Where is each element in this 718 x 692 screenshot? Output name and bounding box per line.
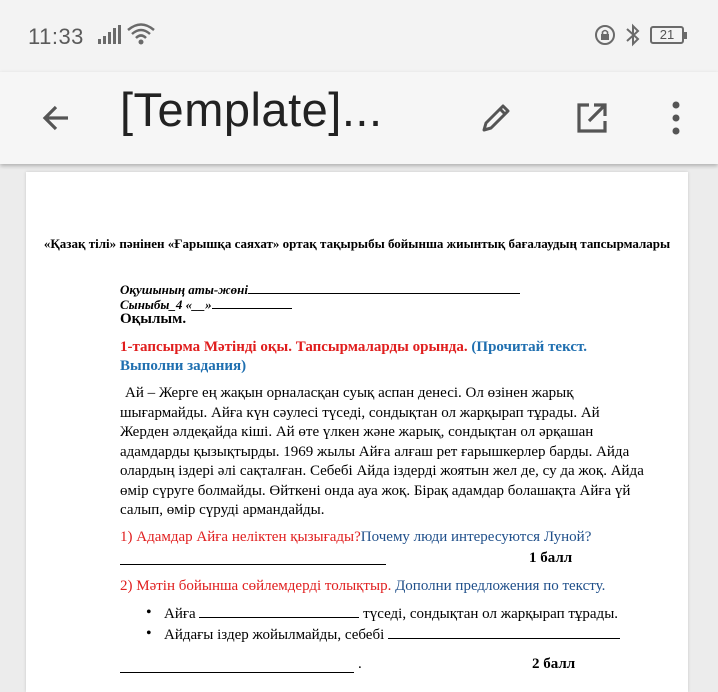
completion-list bbox=[146, 605, 620, 647]
student-name-label: Оқушының аты-жөні bbox=[120, 282, 248, 297]
class-label: Сыныбы_4 «__» bbox=[120, 297, 212, 312]
battery-icon: 21 bbox=[650, 26, 684, 44]
blank-line bbox=[199, 605, 359, 618]
list-item bbox=[146, 605, 620, 626]
status-bar bbox=[0, 0, 718, 72]
question-1-kz: 1) Адамдар Айға неліктен қызығады? bbox=[120, 529, 361, 545]
bluetooth-icon bbox=[624, 23, 642, 52]
answer-line-2 bbox=[120, 672, 354, 673]
list-item bbox=[146, 626, 620, 647]
document-heading: «Қазақ тілі» пәнінен «Ғарышқа саяхат» ортақ тақырыбы бойынша жиынтық бағалаудың тапсырмалары bbox=[43, 236, 671, 251]
task1-title bbox=[120, 338, 640, 376]
task1-title-ru: (Прочитай текст. Выполни задания) bbox=[120, 339, 588, 374]
section-title: Оқылым. bbox=[120, 311, 187, 327]
student-name-field bbox=[120, 282, 520, 298]
reading-text: Ай – Жерге ең жақын орналасқан суық аспан денесі. Ол өзінен жарық шығармайды. Айға күн сәулесі түседі, сондықтан ол жарқырап тұрады. Ай Жерден әлдеқайда кіші. Ай өте үлкен және жарық, сондықтан ол әрқашан адамдарды қызықтырды. 1969 жылы Айға алғаш рет ғарышкерлер барды. Айда олардың іздері әлі сақталған. Себебі Айда іздерді жоятын жел де, су да жоқ. Айда өмір сүруге болмайды. Өйткені онда ауа жоқ. Бірақ адамдар болашақта Айға үй салып, өмір сүруді армандайды. bbox=[120, 385, 644, 518]
open-external-button[interactable] bbox=[562, 88, 622, 148]
back-button[interactable] bbox=[26, 88, 86, 148]
question-2 bbox=[120, 578, 605, 595]
score-2: 2 балл bbox=[532, 656, 576, 672]
document-title: [Template]... bbox=[120, 83, 383, 136]
question-1 bbox=[120, 529, 591, 546]
class-line bbox=[212, 297, 292, 309]
bullet-2-start: Айдағы іздер жойылмайды, себебі bbox=[164, 627, 385, 643]
document-page bbox=[26, 172, 688, 692]
open-in-new-icon bbox=[572, 98, 612, 138]
rotation-lock-icon bbox=[594, 24, 616, 51]
answer-dot: . bbox=[358, 656, 362, 672]
status-time: 11:33 bbox=[28, 24, 84, 49]
student-name-line bbox=[248, 282, 520, 294]
app-toolbar bbox=[0, 72, 718, 164]
arrow-back-icon bbox=[38, 100, 74, 136]
bullet-1-start: Айға bbox=[164, 606, 196, 622]
blank-line bbox=[388, 626, 620, 639]
bullet-1-end: түседі, сондықтан ол жарқырап тұрады. bbox=[363, 606, 619, 622]
answer-line-1 bbox=[120, 564, 386, 565]
question-2-kz: 2) Мәтін бойынша сөйлемдерді толықтыр. bbox=[120, 578, 392, 594]
question-2-ru: Дополни предложения по тексту. bbox=[395, 578, 606, 594]
task1-title-kz: 1-тапсырма Мәтінді оқы. Тапсырмаларды орында. bbox=[120, 339, 468, 355]
more-options-button[interactable] bbox=[646, 88, 706, 148]
more-vert-icon bbox=[670, 100, 682, 136]
edit-button[interactable] bbox=[466, 88, 526, 148]
pencil-icon bbox=[476, 98, 516, 138]
score-1: 1 балл bbox=[529, 550, 573, 566]
signal-icon bbox=[98, 25, 122, 50]
question-1-ru: Почему люди интересуются Луной? bbox=[360, 529, 592, 545]
wifi-icon bbox=[126, 22, 156, 51]
